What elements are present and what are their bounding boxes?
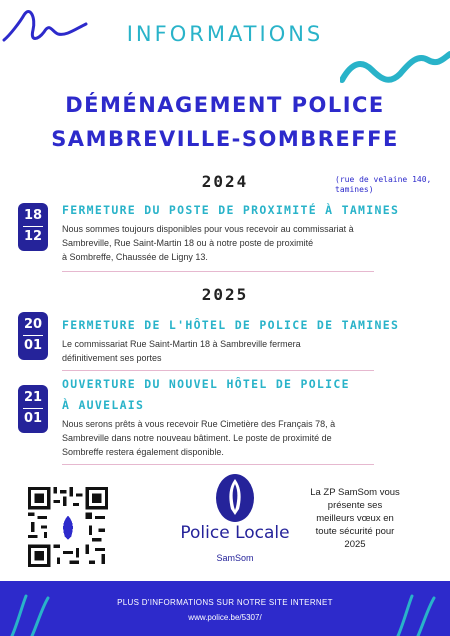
brand-name: Police Locale (180, 523, 290, 543)
event-title-line: À AUVELAIS (62, 398, 145, 412)
main-title-line1: DÉMÉNAGEMENT POLICE (65, 93, 385, 117)
date-divider (23, 226, 43, 227)
event-text-line: définitivement ses portes (62, 353, 162, 363)
event-title (62, 374, 437, 416)
event-title: FERMETURE DE L'HÔTEL DE POLICE DE TAMINES (62, 318, 400, 332)
year-2024: 2024 (201, 172, 249, 191)
wishes-line: toute sécurité pour (315, 526, 395, 537)
address-note: (rue de velaine 140, tamines) (335, 175, 432, 194)
event-title: FERMETURE DU POSTE DE PROXIMITÉ À TAMINES (62, 203, 400, 217)
wishes-line: La ZP SamSom vous (310, 487, 400, 498)
qr-code (28, 487, 108, 567)
footer-band (0, 581, 450, 636)
date-badge (18, 385, 48, 433)
event-text-line: Nous sommes toujours disponibles pour vous recevoir au commissariat à (62, 224, 354, 234)
event-text-line: Sambreville, Rue Saint-Martin 18 ou à notre poste de proximité (62, 238, 314, 248)
divider (62, 464, 374, 465)
event-text (62, 337, 407, 365)
date-divider (23, 408, 43, 409)
event-title-line: OUVERTURE DU NOUVEL HÔTEL DE POLICE (62, 377, 350, 391)
event-text-line: Le commissariat Rue Saint-Martin 18 à Sambreville fermera (62, 339, 301, 349)
event-text (62, 417, 407, 459)
date-day: 21 (23, 390, 43, 405)
event-text-line: à Sombreffe, Chaussée de Ligny 13. (62, 252, 208, 262)
wishes-text (310, 486, 400, 551)
date-month: 01 (23, 338, 43, 353)
divider (62, 271, 374, 272)
divider (62, 370, 374, 371)
date-day: 18 (23, 208, 43, 223)
date-day: 20 (23, 317, 43, 332)
wishes-line: présente ses (327, 500, 383, 511)
event-text-line: Sombreffe restera également disponible. (62, 447, 224, 457)
main-title-line2: SAMBREVILLE-SOMBREFFE (51, 127, 399, 151)
main-title (0, 88, 450, 156)
header-title: INFORMATIONS (126, 22, 324, 46)
date-month: 01 (23, 411, 43, 426)
brand-subtitle: SamSom (216, 553, 254, 563)
date-divider (23, 335, 43, 336)
date-month: 12 (23, 229, 43, 244)
event-text-line: Nous serons prêts à vous recevoir Rue Cimetière des Français 78, à (62, 419, 336, 429)
event-text (62, 222, 407, 264)
footer-website-link[interactable]: www.police.be/5307/ (188, 613, 262, 622)
date-badge (18, 312, 48, 360)
wishes-line: 2025 (344, 539, 366, 550)
event-text-line: Sambreville dans notre nouveau bâtiment. Le poste de proximité de (62, 433, 332, 443)
footer-info-text: PLUS D'INFORMATIONS SUR NOTRE SITE INTERNET (117, 598, 333, 607)
police-logo-icon (215, 473, 255, 523)
year-2025: 2025 (201, 285, 249, 304)
wishes-line: meilleurs vœux en (316, 513, 394, 524)
date-badge (18, 203, 48, 251)
